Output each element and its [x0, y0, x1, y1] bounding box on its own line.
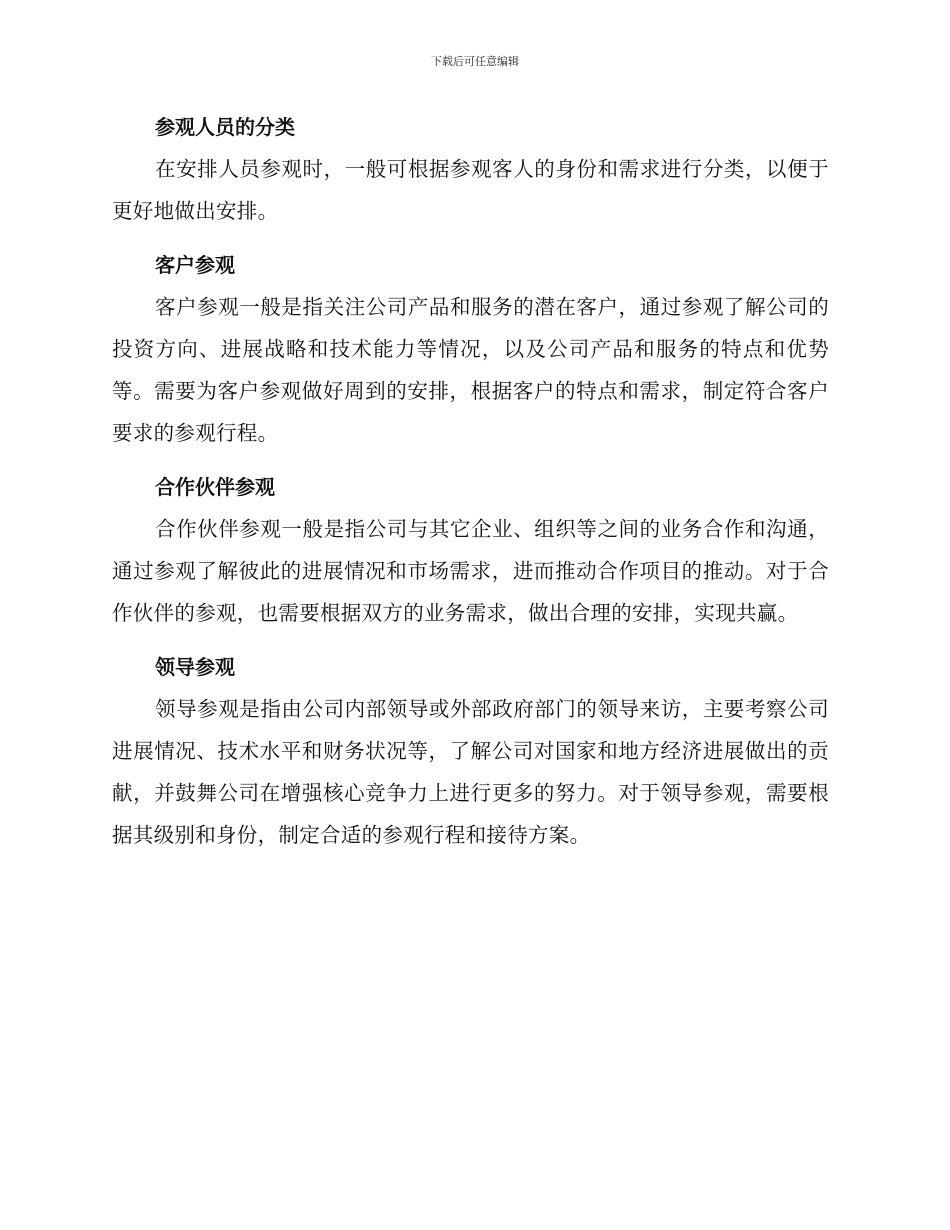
section-visitor-categories — [112, 106, 829, 232]
section-heading: 参观人员的分类 — [155, 115, 295, 139]
section-heading: 领导参观 — [155, 655, 235, 679]
document-body — [112, 106, 829, 868]
section-customer-visit — [112, 244, 829, 454]
section-paragraph: 在安排人员参观时，一般可根据参观客人的身份和需求进行分类，以便于更好地做出安排。 — [112, 157, 829, 223]
section-paragraph: 领导参观是指由公司内部领导或外部政府部门的领导来访，主要考察公司进展情况、技术水平和财务状况等，了解公司对国家和地方经济进展做出的贡献，并鼓舞公司在增强核心竞争力上进行更多的努力。对于领导参观，需要根据其级别和身份，制定合适的参观行程和接待方案。 — [112, 697, 829, 847]
section-heading: 合作伙伴参观 — [155, 475, 275, 499]
section-paragraph: 合作伙伴参观一般是指公司与其它企业、组织等之间的业务合作和沟通，通过参观了解彼此的进展情况和市场需求，进而推动合作项目的推动。对于合作伙伴的参观，也需要根据双方的业务需求，做出合理的安排，实现共赢。 — [112, 517, 829, 625]
section-partner-visit — [112, 466, 829, 634]
page-header: 下载后可任意编辑 — [431, 55, 519, 68]
section-heading: 客户参观 — [155, 253, 235, 277]
section-paragraph: 客户参观一般是指关注公司产品和服务的潜在客户，通过参观了解公司的投资方向、进展战略和技术能力等情况，以及公司产品和服务的特点和优势等。需要为客户参观做好周到的安排，根据客户的特点和需求，制定符合客户要求的参观行程。 — [112, 295, 829, 445]
section-leader-visit — [112, 646, 829, 856]
